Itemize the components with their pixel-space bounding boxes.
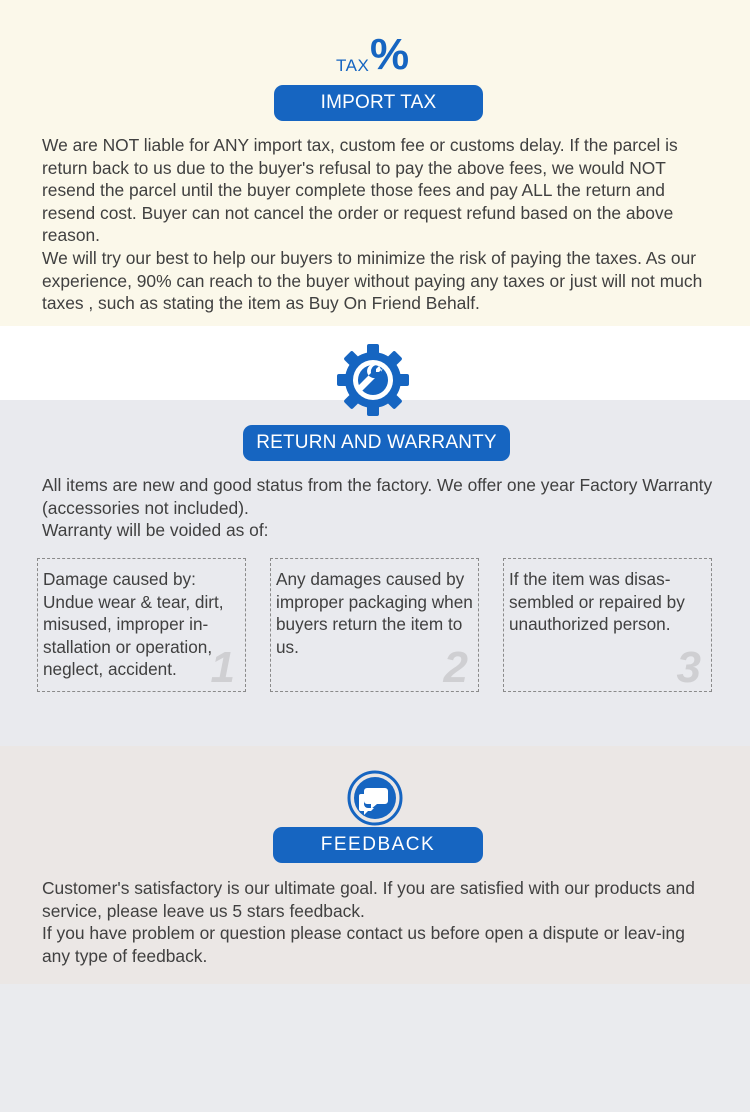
condition-text: If the item was disas-sembled or repaired by unauthorized person. [509,569,685,635]
import-tax-body [42,134,714,315]
return-warranty-paragraph: All items are new and good status from the factory. We offer one year Factory Warranty (accessories not included). [42,475,713,518]
return-warranty-heading [243,425,510,461]
condition-number: 2 [443,643,468,692]
feedback-heading-label: FEEDBACK [320,834,436,855]
chat-bubbles-icon [347,770,403,826]
warranty-void-condition-3 [503,558,712,692]
import-tax-paragraph: We will try our best to help our buyers to minimize the risk of paying the taxes. As our experience, 90% can reach to the buyer without paying any taxes or just will not much taxes , such as stating the item as Buy On Friend Behalf. [42,247,703,314]
tax-percent-logo [336,30,426,79]
import-tax-paragraph: We are NOT liable for ANY import tax, custom fee or customs delay. If the parcel is return back to us due to the buyer's refusal to pay the above fees, we would NOT resend the parcel until the buyer complete those fees and pay ALL the return and resend cost. Buyer can not cancel the order or request refund based on the above reason. [42,135,678,246]
import-tax-heading [274,85,483,121]
feedback-paragraph: If you have problem or question please contact us before open a dispute or leav-ing any type of feedback. [42,923,685,966]
import-tax-heading-label: IMPORT TAX [320,92,437,113]
percent-icon: % [370,30,406,79]
feedback-body [42,877,714,967]
tax-logo-word: TAX [336,56,370,75]
condition-number: 1 [210,643,235,692]
condition-text: Damage caused by: Undue wear & tear, dirt, misused, improper in-stallation or operation, neglect, accident. [43,569,224,680]
feedback-heading [273,827,483,863]
condition-text: Any damages caused by improper packaging when buyers return the item to us. [276,569,473,657]
gear-wrench-icon [335,342,411,418]
return-warranty-paragraph: Warranty will be voided as of: [42,520,269,541]
return-warranty-body [42,474,714,542]
feedback-paragraph: Customer's satisfactory is our ultimate goal. If you are satisfied with our products and service, please leave us 5 stars feedback. [42,878,695,921]
condition-number: 3 [676,643,701,692]
footer-band [0,984,750,1112]
warranty-void-condition-2 [270,558,479,692]
return-warranty-heading-label: RETURN AND WARRANTY [256,432,497,453]
warranty-void-condition-1 [37,558,246,692]
